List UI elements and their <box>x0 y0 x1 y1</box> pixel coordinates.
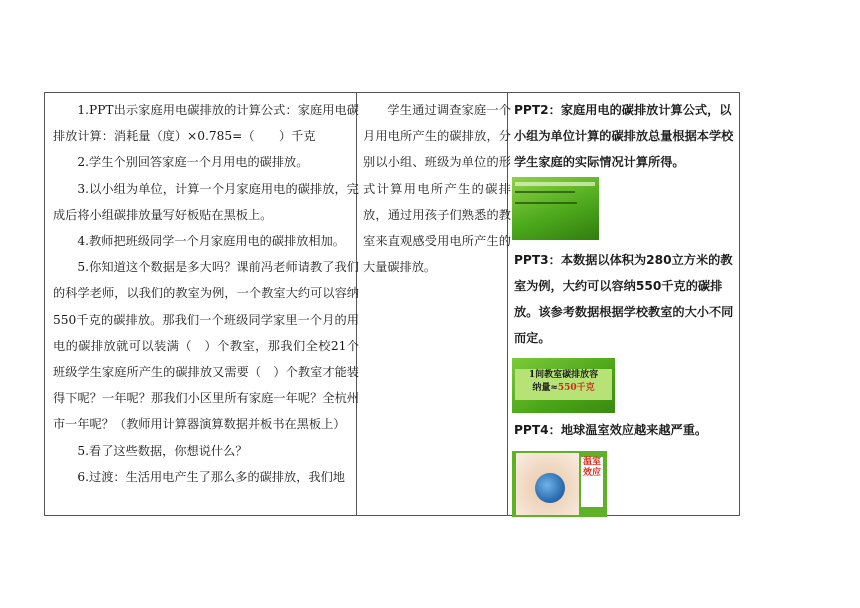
greenhouse-label: 温室效应 <box>581 457 603 507</box>
teacher-step-3: 3.以小组为单位，计算一个月家庭用电的碳排放，完成后将小组碳排放量写好板贴在黑板上。 <box>53 181 359 222</box>
teacher-step-4: 4.教师把班级同学一个月家庭用电的碳排放相加。 <box>77 234 345 249</box>
teacher-step-5b: 5.看了这些数据，你想说什么？ <box>77 443 248 458</box>
teacher-step-2: 2.学生个别回答家庭一个月用电的碳排放。 <box>77 155 309 170</box>
teacher-step-5: 5.你知道这个数据是多大吗？课前冯老师请教了我们的科学老师，以我们的教室为例，一个教室大约可以容纳550千克的碳排放。那我们一个班级同学家里一个月的用电的碳排放就可以装满（ ）个教室，那我们全校21个班级学生家庭所产生的碳排放又需要（ ）个教室才能装得下呢？一年呢？那我们小区里所有家庭一年呢？全杭州市一年呢？（教师用计算器演算数据并板书在黑板上） <box>53 260 359 432</box>
ppt2-note: PPT2：家庭用电的碳排放计算公式，以小组为单位计算的碳排放总量根据本学校学生家庭的实际情况计算所得。 <box>514 103 734 169</box>
globe-icon <box>535 473 565 503</box>
ppt3-slide-card: 1间教室碳排放容 纳量≈550千克 <box>515 369 612 400</box>
ppt4-note: PPT4：地球温室效应越来越严重。 <box>514 423 708 437</box>
design-intent-text: 学生通过调查家庭一个月用电所产生的碳排放，分别以小组、班级为单位的形式计算用电所产生的碳排放，通过用孩子们熟悉的教室来直观感受用电所产生的大量碳排放。 <box>363 103 511 275</box>
teacher-step-6: 6.过渡：生活用电产生了那么多的碳排放，我们地 <box>77 469 345 484</box>
ppt3-note: PPT3：本数据以体积为280立方米的教室为例，大约可以容纳550千克的碳排放。该参考数据根据学校教室的大小不同而定。 <box>514 253 734 345</box>
greenhouse-illustration <box>516 453 579 515</box>
ppt3-slide-thumbnail <box>512 358 615 413</box>
ppt4-slide-thumbnail <box>512 451 607 517</box>
design-intent-column <box>363 97 511 280</box>
teacher-activity-column <box>53 97 359 490</box>
lesson-table <box>44 92 740 516</box>
ppt2-slide-thumbnail <box>512 177 599 240</box>
teacher-step-1: 1.PPT出示家庭用电碳排放的计算公式：家庭用电碳排放计算：消耗量（度）×0.785=（ ）千克 <box>53 103 359 144</box>
